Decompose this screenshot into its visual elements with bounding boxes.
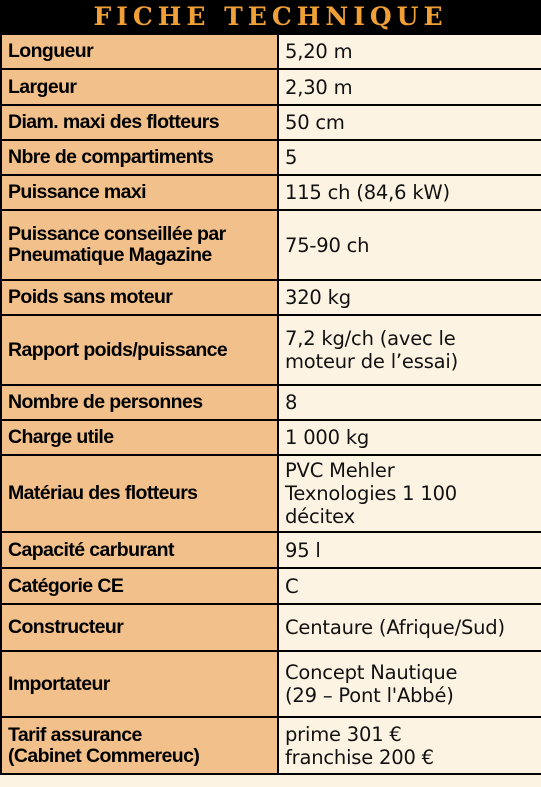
spec-row-categorie bbox=[1, 568, 541, 604]
spec-label: Rapport poids/puissance bbox=[1, 315, 278, 385]
spec-label: Constructeur bbox=[1, 604, 278, 651]
spec-value: 115 ch (84,6 kW) bbox=[278, 175, 541, 210]
spec-value: prime 301 € franchise 200 € bbox=[278, 717, 541, 774]
spec-row-longueur bbox=[1, 34, 541, 69]
spec-row-diametre-flotteurs bbox=[1, 105, 541, 140]
spec-label: Diam. maxi des flotteurs bbox=[1, 105, 278, 140]
spec-label: Nbre de compartiments bbox=[1, 140, 278, 175]
spec-value: C bbox=[278, 568, 541, 604]
spec-row-importateur bbox=[1, 651, 541, 717]
spec-value: 1 000 kg bbox=[278, 420, 541, 455]
spec-label: Charge utile bbox=[1, 420, 278, 455]
spec-value: 50 cm bbox=[278, 105, 541, 140]
spec-table bbox=[0, 33, 541, 775]
spec-row-compartiments bbox=[1, 140, 541, 175]
spec-value: 2,30 m bbox=[278, 69, 541, 105]
spec-label: Puissance conseillée par Pneumatique Magazine bbox=[1, 210, 278, 280]
spec-row-largeur bbox=[1, 69, 541, 105]
spec-label: Capacité carburant bbox=[1, 532, 278, 568]
spec-value: 7,2 kg/ch (avec le moteur de l’essai) bbox=[278, 315, 541, 385]
spec-row-rapport bbox=[1, 315, 541, 385]
spec-label: Puissance maxi bbox=[1, 175, 278, 210]
spec-value: 320 kg bbox=[278, 280, 541, 315]
spec-label: Nombre de personnes bbox=[1, 385, 278, 420]
spec-value: 95 l bbox=[278, 532, 541, 568]
spec-row-tarif bbox=[1, 717, 541, 774]
spec-value: PVC Mehler Texnologies 1 100 décitex bbox=[278, 455, 541, 532]
spec-label: Importateur bbox=[1, 651, 278, 717]
spec-row-poids bbox=[1, 280, 541, 315]
spec-row-materiau bbox=[1, 455, 541, 532]
sheet-title: FICHE TECHNIQUE bbox=[0, 0, 541, 33]
spec-label: Longueur bbox=[1, 34, 278, 69]
spec-row-constructeur bbox=[1, 604, 541, 651]
spec-value: 8 bbox=[278, 385, 541, 420]
spec-row-carburant bbox=[1, 532, 541, 568]
spec-value: Concept Nautique (29 – Pont l'Abbé) bbox=[278, 651, 541, 717]
spec-label: Poids sans moteur bbox=[1, 280, 278, 315]
spec-row-puissance-conseillee bbox=[1, 210, 541, 280]
spec-row-puissance-maxi bbox=[1, 175, 541, 210]
spec-label: Tarif assurance (Cabinet Commereuc) bbox=[1, 717, 278, 774]
spec-value: Centaure (Afrique/Sud) bbox=[278, 604, 541, 651]
spec-label: Catégorie CE bbox=[1, 568, 278, 604]
spec-label: Largeur bbox=[1, 69, 278, 105]
spec-label: Matériau des flotteurs bbox=[1, 455, 278, 532]
spec-value: 5,20 m bbox=[278, 34, 541, 69]
spec-value: 5 bbox=[278, 140, 541, 175]
spec-row-personnes bbox=[1, 385, 541, 420]
spec-row-charge bbox=[1, 420, 541, 455]
spec-value: 75-90 ch bbox=[278, 210, 541, 280]
